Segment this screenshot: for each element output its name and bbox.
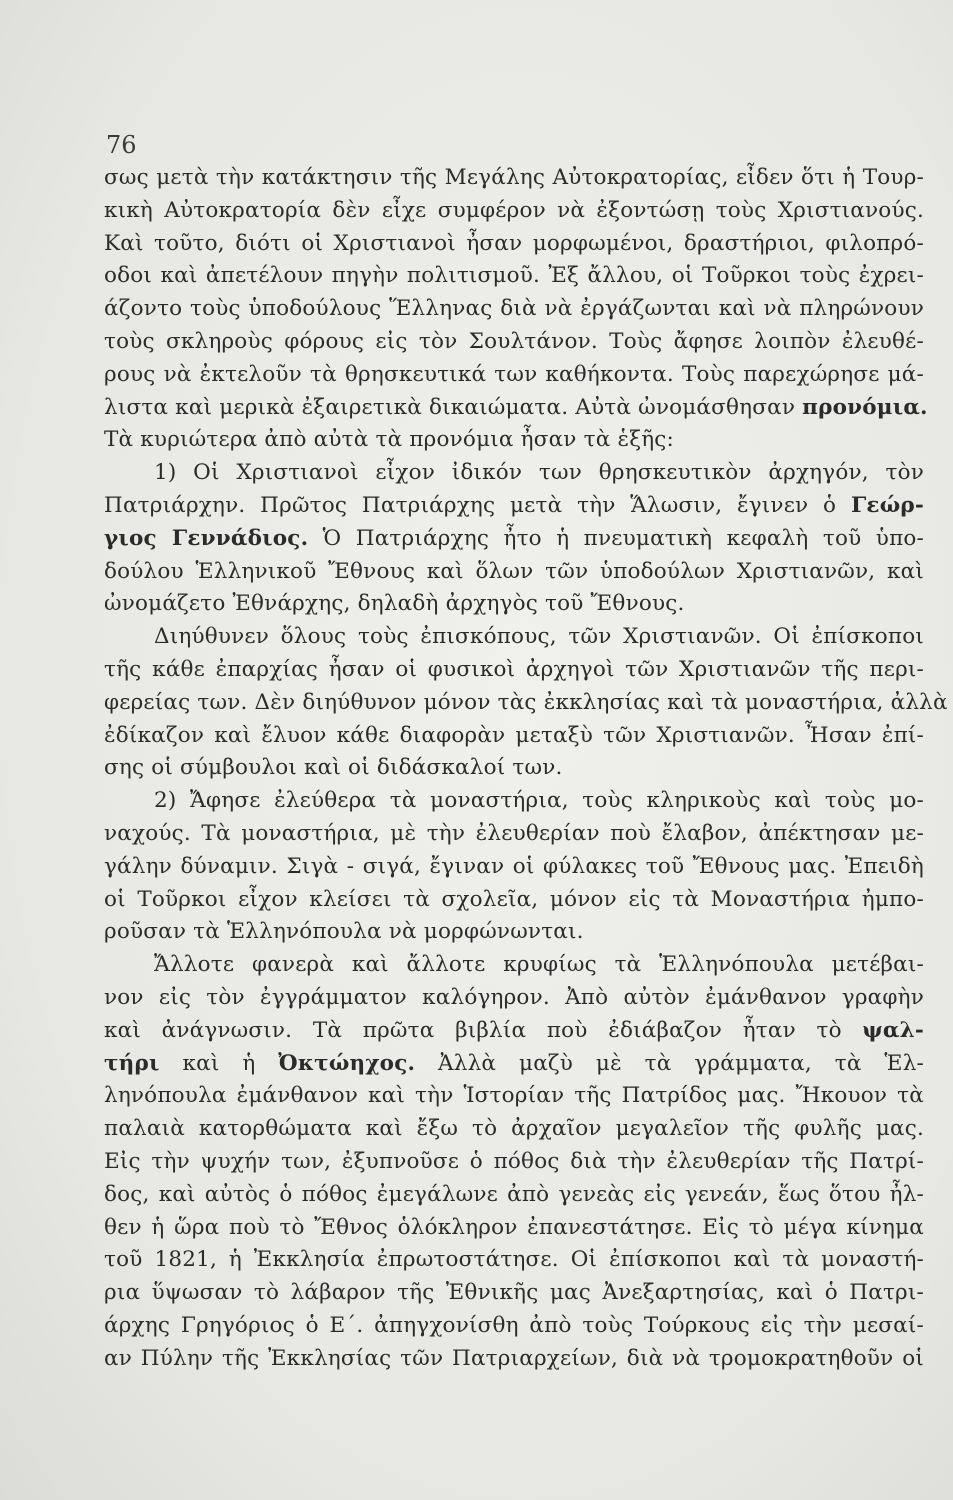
text-segment: Διηύθυνεν ὅλους τοὺς ἐπισκόπους, τῶν Χριστιανῶν. Οἱ ἐπίσκοποι <box>154 624 924 650</box>
text-segment: ροῦσαν τὰ Ἑλληνόπουλα νὰ μορφώνωνται. <box>104 919 584 945</box>
text-line <box>104 490 924 523</box>
text-segment: τοὺς σκληροὺς φόρους εἰς τὸν Σουλτάνον. Τοὺς ἄφησε λοιπὸν ἐλευθέ- <box>104 328 924 354</box>
bold-term: ψαλ- <box>862 1017 924 1043</box>
text-line <box>104 523 924 556</box>
text-line <box>104 1048 924 1081</box>
text-segment: Ἄλλοτε φανερὰ καὶ ἄλλοτε κρυφίως τὰ Ἑλληνόπουλα μετέβαι- <box>154 952 924 978</box>
text-line <box>104 1277 924 1310</box>
bold-term: τήρι <box>104 1050 160 1076</box>
text-segment: Καὶ τοῦτο, διότι οἱ Χριστιανοὶ ἦσαν μορφωμένοι, δραστήριοι, φιλοπρό- <box>104 230 924 256</box>
text-line <box>104 424 924 457</box>
text-segment: κικὴ Αὐτοκρατορία δὲν εἶχε συμφέρον νὰ ἐξοντώσῃ τοὺς Χριστιανούς. <box>104 197 924 223</box>
text-line <box>104 1310 924 1343</box>
text-segment: Ἀλλὰ μαζὺ μὲ τὰ γράμματα, τὰ Ἑλ- <box>415 1050 924 1076</box>
text-line <box>104 1212 924 1245</box>
text-line <box>104 818 924 851</box>
text-line <box>104 1080 924 1113</box>
text-segment: σης οἱ σύμβουλοι καὶ οἱ διδάσκαλοί των. <box>104 755 563 781</box>
text-segment: σως μετὰ τὴν κατάκτησιν τῆς Μεγάλης Αὐτοκρατορίας, εἶδεν ὅτι ἡ Τουρ- <box>104 165 924 190</box>
text-segment: ναχούς. Τὰ μοναστήρια, μὲ τὴν ἐλευθερίαν ποὺ ἔλαβον, ἀπέκτησαν με- <box>104 820 924 846</box>
text-line <box>104 1343 924 1376</box>
text-segment: οδοι καὶ ἀπετέλουν πηγὴν πολιτισμοῦ. Ἐξ ἄλλου, οἱ Τοῦρκοι τοὺς ἐχρει- <box>104 263 924 289</box>
text-segment: 2) Ἄφησε ἐλεύθερα τὰ μοναστήρια, τοὺς κληρικοὺς καὶ τοὺς μο- <box>154 788 924 814</box>
text-line <box>104 359 924 392</box>
text-line <box>104 949 924 982</box>
text-segment: ὠνομάζετο Ἐθνάρχης, δηλαδὴ ἀρχηγὸς τοῦ Ἔθνους. <box>104 591 685 617</box>
text-segment: φερείας των. Δὲν διηύθυνον μόνον τὰς ἐκκλησίας καὶ τὰ μοναστήρια, ἀλλὰ <box>104 689 948 715</box>
text-segment: τοῦ 1821, ἡ Ἐκκλησία ἐπρωτοστάτησε. Οἱ ἐπίσκοποι καὶ τὰ μοναστή- <box>104 1247 924 1273</box>
text-segment: παλαιὰ κατορθώματα καὶ ἔξω τὸ ἀρχαῖον μεγαλεῖον τῆς φυλῆς μας. <box>104 1116 924 1142</box>
text-line <box>104 195 924 228</box>
text-line <box>104 752 924 785</box>
text-line <box>104 457 924 490</box>
text-line <box>104 1179 924 1212</box>
text-line <box>104 326 924 359</box>
text-segment: τῆς κάθε ἐπαρχίας ἦσαν οἱ φυσικοὶ ἀρχηγοὶ τῶν Χριστιανῶν τῆς περι- <box>104 656 924 682</box>
bold-term: Γεώρ- <box>850 492 924 518</box>
text-segment: άρχης Γρηγόριος ὁ Ε΄. ἀπηγχονίσθη ἀπὸ τοὺς Τούρκους εἰς τὴν μεσαί- <box>104 1312 924 1338</box>
text-line <box>104 1015 924 1048</box>
text-line <box>104 392 928 425</box>
text-segment: ρους νὰ ἐκτελοῦν τὰ θρησκευτικά των καθήκοντα. Τοὺς παρεχώρησε μά- <box>104 361 924 387</box>
text-segment: θεν ἡ ὥρα ποὺ τὸ Ἔθνος ὁλόκληρον ἐπανεστάτησε. Εἰς τὸ μέγα κίνημα <box>104 1214 924 1240</box>
text-line <box>104 556 924 589</box>
text-segment: Τὰ κυριώτερα ἀπὸ αὐτὰ τὰ προνόμια ἦσαν τὰ ἑξῆς: <box>104 427 674 453</box>
text-line <box>104 260 924 293</box>
text-segment: 1) Οἱ Χριστιανοὶ εἶχον ἰδικόν των θρησκευτικὸν ἀρχηγόν, τὸν <box>154 460 924 486</box>
bold-term: γιος Γεννάδιος. <box>104 525 309 551</box>
text-segment: δούλου Ἑλληνικοῦ Ἔθνους καὶ ὅλων τῶν ὑποδούλων Χριστιανῶν, καὶ <box>104 558 924 584</box>
bold-term: Ὀκτώηχος. <box>278 1050 416 1076</box>
text-segment: δος, καὶ αὐτὸς ὁ πόθος ἐμεγάλωνε ἀπὸ γενεὰς εἰς γενεάν, ἕως ὅτου ἦλ- <box>104 1181 924 1207</box>
text-segment: Ὁ Πατριάρχης ἦτο ἡ πνευματικὴ κεφαλὴ τοῦ ὑπο- <box>308 525 925 551</box>
text-line <box>104 851 924 884</box>
page-number: 76 <box>106 131 137 159</box>
text-segment: οἱ Τοῦρκοι εἶχον κλείσει τὰ σχολεῖα, μόνον εἰς τὰ Μοναστήρια ἠμπο- <box>104 886 924 912</box>
text-segment: καὶ ἀνάγνωσιν. Τὰ πρῶτα βιβλία ποὺ ἐδιάβαζον ἦταν τὸ <box>104 1017 863 1043</box>
text-line <box>104 1244 924 1277</box>
text-segment: καὶ ἡ <box>159 1050 279 1076</box>
text-line <box>104 293 924 326</box>
text-line <box>104 228 924 261</box>
text-line <box>104 621 924 654</box>
text-segment: αν Πύλην τῆς Ἐκκλησίας τῶν Πατριαρχείων, διὰ νὰ τρομοκρατηθοῦν οἱ <box>104 1345 924 1371</box>
text-segment: άζοντο τοὺς ὑποδούλους Ἕλληνας διὰ νὰ ἐργάζωνται καὶ νὰ πληρώνουν <box>104 296 924 322</box>
text-line <box>104 785 924 818</box>
text-line <box>104 916 924 949</box>
bold-term: προνόμια. <box>802 394 928 420</box>
text-segment: νον εἰς τὸν ἐγγράμματον καλόγηρον. Ἀπὸ αὐτὸν ἐμάνθανον γραφὴν <box>104 984 924 1010</box>
text-segment: Πατριάρχην. Πρῶτος Πατριάρχης μετὰ τὴν Ἅλωσιν, ἔγινεν ὁ <box>104 492 851 518</box>
text-segment: ἐδίκαζον καὶ ἔλυον κάθε διαφορὰν μεταξὺ τῶν Χριστιανῶν. Ἦσαν ἐπί- <box>104 722 924 748</box>
text-line <box>104 1113 924 1146</box>
text-line <box>104 720 924 753</box>
text-line <box>104 654 924 687</box>
text-segment: ρια ὕψωσαν τὸ λάβαρον τῆς Ἐθνικῆς μας Ἀνεξαρτησίας, καὶ ὁ Πατρι- <box>104 1280 924 1306</box>
text-line <box>104 982 924 1015</box>
body-text <box>104 162 948 1375</box>
text-segment: λιστα καὶ μερικὰ ἐξαιρετικὰ δικαιώματα. Αὐτὰ ὠνομάσθησαν <box>104 394 803 420</box>
text-line <box>104 884 924 917</box>
text-line <box>104 687 948 720</box>
text-line <box>104 588 924 621</box>
text-segment: Εἰς τὴν ψυχήν των, ἐξυπνοῦσε ὁ πόθος διὰ τὴν ἐλευθερίαν τῆς Πατρί- <box>104 1148 924 1174</box>
text-line <box>104 1146 924 1179</box>
text-segment: γάλην δύναμιν. Σιγὰ - σιγά, ἔγιναν οἱ φύλακες τοῦ Ἔθνους μας. Ἐπειδὴ <box>104 853 924 879</box>
text-segment: ληνόπουλα ἐμάνθανον καὶ τὴν Ἱστορίαν τῆς Πατρίδος μας. Ἤκουον τὰ <box>104 1083 924 1109</box>
text-line <box>104 162 924 195</box>
